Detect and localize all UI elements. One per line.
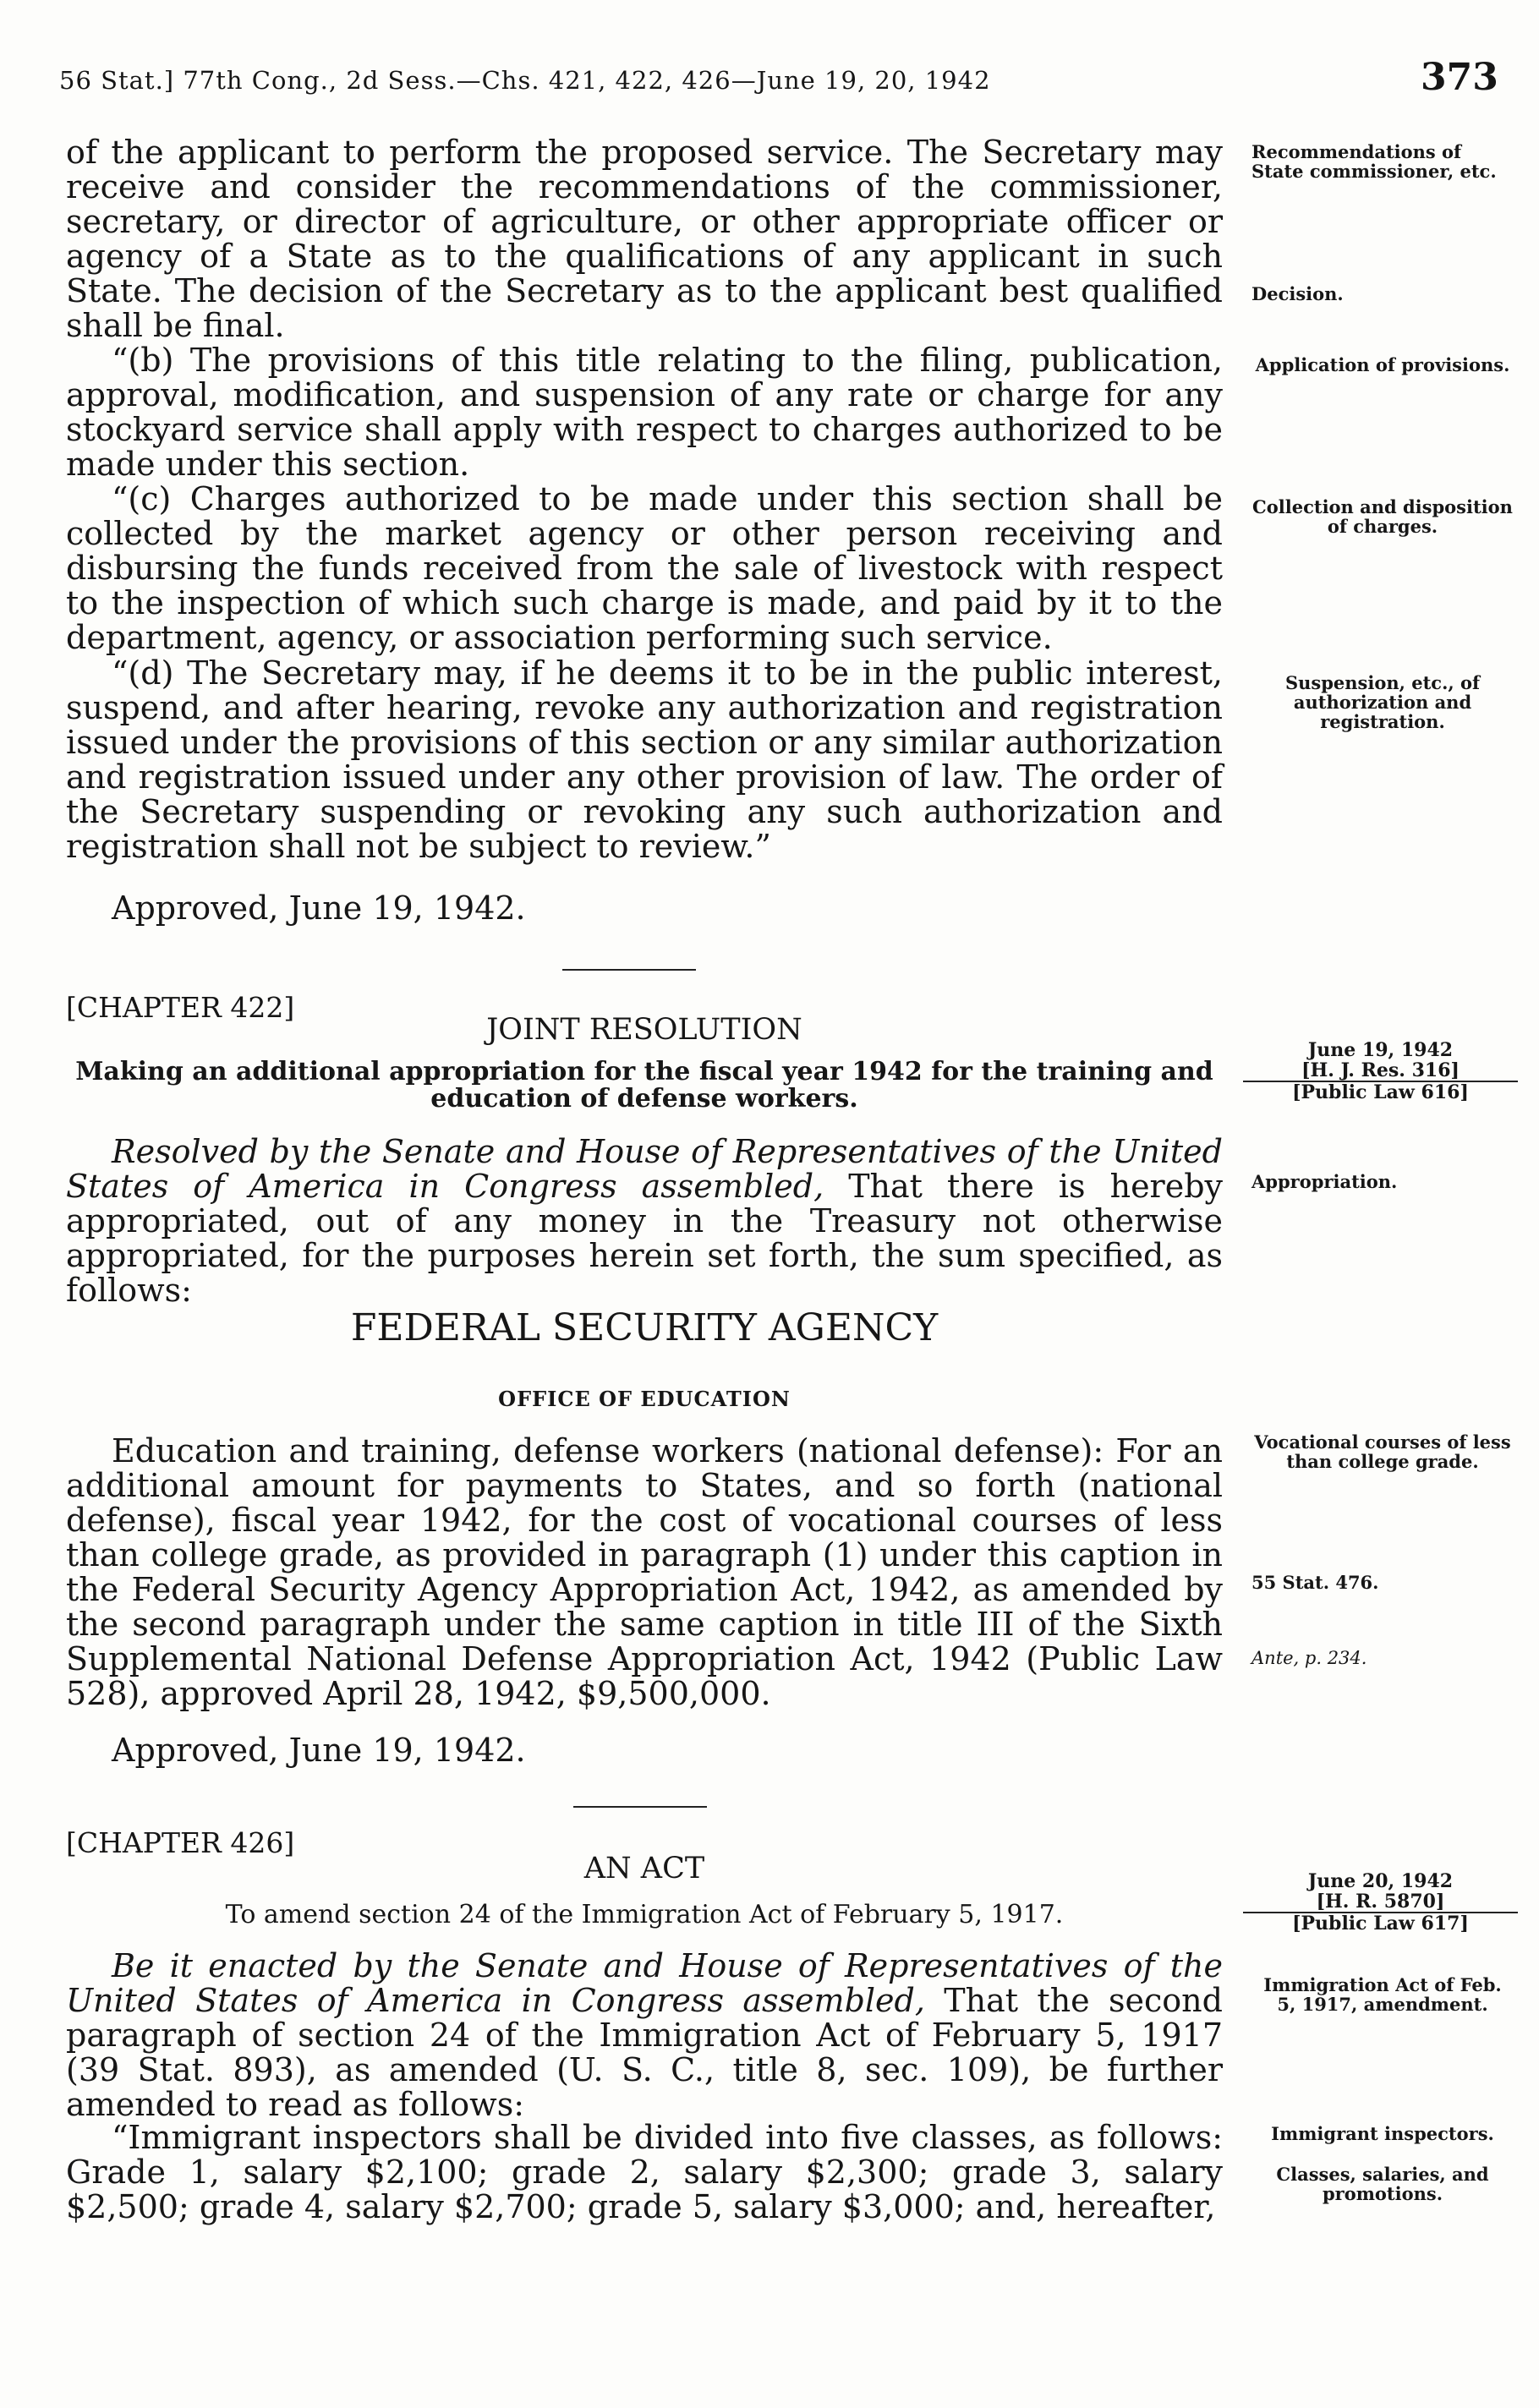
office-heading: OFFICE OF EDUCATION (498, 1387, 791, 1411)
section-divider (573, 1806, 707, 1808)
margin-note-stat-reference: 55 Stat. 476. (1251, 1572, 1379, 1593)
ch422-enacting-rest: That there is hereby appropriated, out of any money in the Treasury not otherwise appropriated, for the purposes herein set forth, the sum specified, as follows: (66, 1168, 1223, 1309)
ch426-ref-date: June 20, 1942 (1307, 1870, 1454, 1892)
ch426-reference-box (1243, 1871, 1518, 1934)
margin-note-vocational: Vocational courses of less than college grade. (1254, 1431, 1511, 1472)
ch426-chapter-number: [CHAPTER 426] (66, 1826, 295, 1859)
ch422-reference-box (1243, 1040, 1518, 1103)
page-number: 373 (1421, 56, 1498, 99)
section-divider (562, 969, 696, 971)
ch426-ref-bill: [H. R. 5870] (1316, 1891, 1445, 1913)
ch421-paragraph-d: “(d) The Secretary may, if he deems it to be in the public interest, suspend, and after hearing, revoke any authorization and registration issued under the provisions of this section or any similar authorization and registration issued under any other provision of law. The order of the Secretary suspending or revoking any such authorization and registration shall not be subject to review.” (66, 654, 1223, 865)
margin-note-ante-reference: Ante, p. 234. (1251, 1648, 1367, 1668)
ch421-paragraph-b: “(b) The provisions of this title relating to the filing, publication, approval, modification, and suspension of any rate or charge for any stockyard service shall apply with respect to charges authorized to be made under this section. (66, 342, 1223, 483)
margin-note-application: Application of provisions. (1255, 354, 1510, 375)
ch422-education-paragraph: Education and training, defense workers (national defense): For an additional amount for payments to States, and so forth (national defense), fiscal year 1942, for the cost of vocational courses of less than college grade, as provided in paragraph (1) under this caption in the Federal Security Agency Appropriation Act, 1942, as amended by the second paragraph under the same caption in title III of the Sixth Supplemental National Defense Appropriation Act, 1942 (Public Law 528), approved April 28, 1942, $9,500,000. (66, 1432, 1223, 1712)
margin-note-collection: Collection and disposition of charges. (1252, 496, 1513, 537)
running-header: 56 Stat.] 77th Cong., 2d Sess.—Chs. 421, 422, 426—June 19, 20, 1942 (59, 66, 991, 95)
margin-note-appropriation: Appropriation. (1251, 1171, 1398, 1192)
ch426-enacting-italic: Be it enacted by the Senate and House of Representatives of the United States of America in Congress assembled, (66, 1947, 1223, 2019)
margin-note-immigration-act: Immigration Act of Feb. 5, 1917, amendment. (1263, 1974, 1502, 2015)
margin-note-classes: Classes, salaries, and promotions. (1276, 2164, 1489, 2204)
margin-note-recommendations: Recommendations of State commissioner, etc. (1251, 141, 1497, 182)
ch422-enacting-italic: Resolved by the Senate and House of Representatives of the United States of America in Congress assembled, (66, 1133, 1223, 1205)
ch422-approved: Approved, June 19, 1942. (112, 1732, 526, 1769)
margin-note-decision: Decision. (1251, 283, 1344, 304)
ch422-chapter-number: [CHAPTER 422] (66, 991, 295, 1024)
ch422-ref-date: June 19, 1942 (1307, 1039, 1454, 1061)
ch421-paragraph-a: of the applicant to perform the proposed service. The Secretary may receive and consider the recommendations of the commissioner, secretary, or director of agriculture, or other appropriate officer or agency of a State as to the qualifications of any applicant in such State. The decision of the Secretary as to the applicant best qualified shall be final. (66, 134, 1223, 344)
agency-heading: FEDERAL SECURITY AGENCY (350, 1306, 939, 1349)
ch422-ref-bill: [H. J. Res. 316] (1301, 1059, 1460, 1081)
ch426-inspectors-paragraph: “Immigrant inspectors shall be divided into five classes, as follows: Grade 1, salary $2,100; grade 2, salary $2,300; grade 3, salary $2,500; grade 4, salary $2,700; grade 5, salary $3,000; and, hereafter, (66, 2119, 1223, 2225)
margin-note-immigrant-inspectors: Immigrant inspectors. (1271, 2123, 1494, 2144)
ch421-paragraph-c: “(c) Charges authorized to be made under this section shall be collected by the market agency or other person receiving and disbursing the funds received from the sale of livestock with respect to the inspection of which such charge is made, and paid by it to the department, agency, or association performing such service. (66, 480, 1223, 656)
margin-note-suspension: Suspension, etc., of authorization and registration. (1284, 672, 1481, 732)
ch426-enacting-clause (66, 1949, 1223, 2122)
ch426-caption: To amend section 24 of the Immigration Act of February 5, 1917. (225, 1900, 1064, 1929)
ch426-kind: AN ACT (583, 1852, 705, 1885)
ch426-ref-law: [Public Law 617] (1243, 1912, 1518, 1934)
ch421-approved: Approved, June 19, 1942. (112, 889, 526, 927)
ch422-caption: Making an additional appropriation for the fiscal year 1942 for the training and education of defense workers. (75, 1057, 1213, 1114)
ch422-ref-law: [Public Law 616] (1243, 1081, 1518, 1103)
ch422-kind: JOINT RESOLUTION (486, 1013, 802, 1047)
ch426-enacting-rest: That the second paragraph of section 24 of the Immigration Act of February 5, 1917 (39 Stat. 893), as amended (U. S. C., title 8, sec. 109), be further amended to read as follows: (66, 1982, 1223, 2123)
ch422-enacting-clause (66, 1135, 1223, 1308)
